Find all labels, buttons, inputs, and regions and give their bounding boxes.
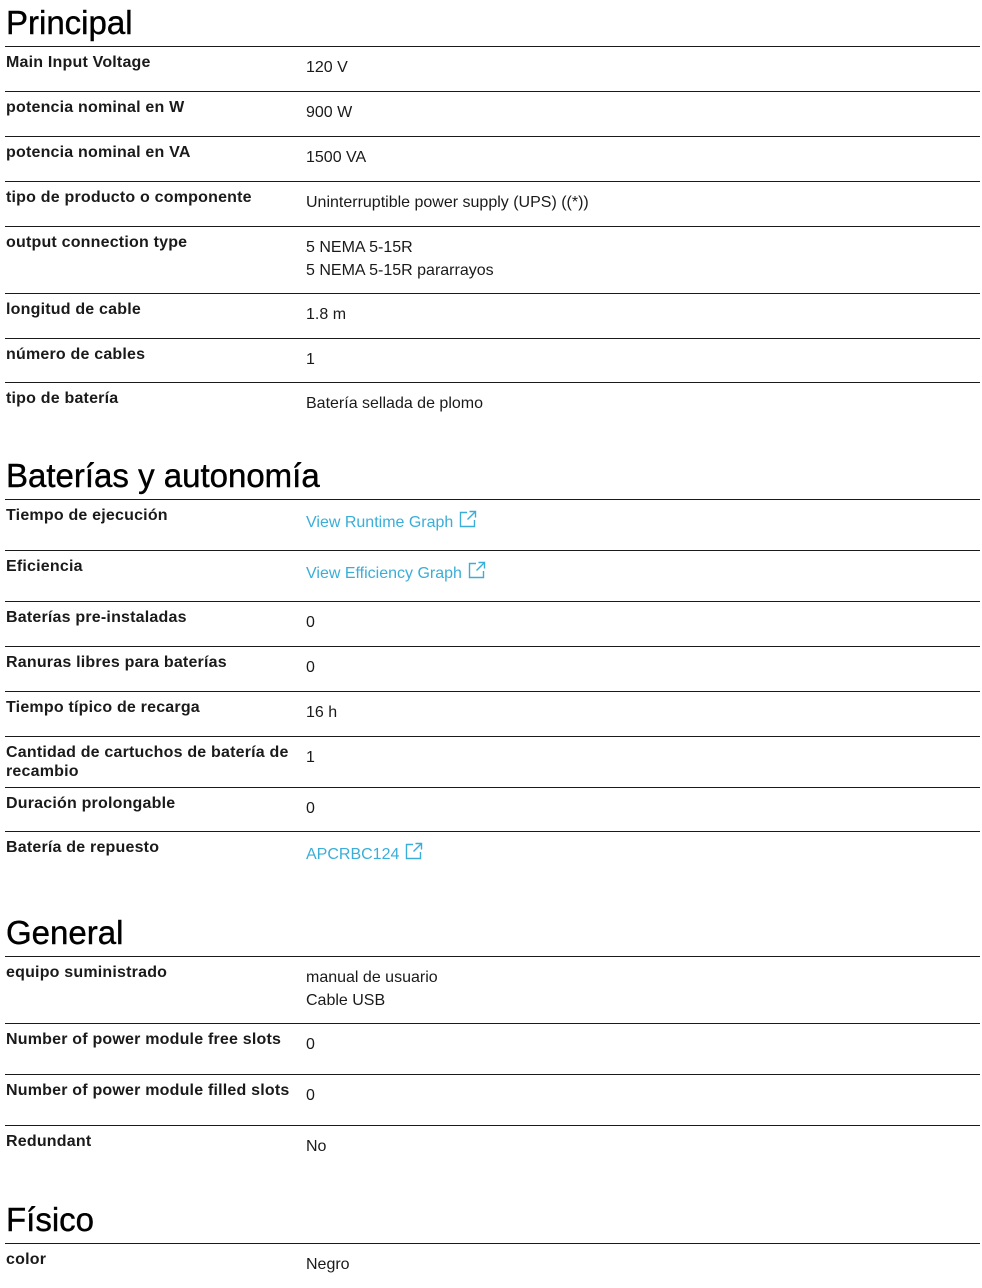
spec-label: Tiempo típico de recarga — [6, 699, 200, 716]
spec-row — [5, 499, 980, 550]
spec-value: 1 — [306, 351, 315, 368]
section-general — [0, 912, 980, 1169]
section-principal — [0, 2, 980, 426]
spec-row — [5, 1023, 980, 1074]
spec-value: manual de usuario — [306, 969, 438, 986]
spec-row — [5, 1125, 980, 1169]
section-title: Físico — [6, 1201, 95, 1238]
spec-label: Ranuras libres para baterías — [6, 654, 227, 671]
spec-label: Number of power module free slots — [6, 1031, 282, 1048]
spec-value: 1500 VA — [306, 149, 367, 166]
section-baterias — [0, 455, 980, 882]
spec-value: 1 — [306, 749, 315, 766]
spec-label: Eficiencia — [6, 558, 83, 575]
spec-label: Baterías pre-instaladas — [6, 609, 187, 626]
spec-value: 0 — [306, 800, 315, 817]
spec-label: tipo de batería — [6, 390, 119, 407]
external-link-icon — [459, 510, 477, 528]
spec-value: 1.8 m — [306, 306, 347, 323]
spec-row — [5, 136, 980, 181]
spec-label: Duración prolongable — [6, 795, 176, 812]
link-text[interactable]: View Runtime Graph — [306, 514, 454, 531]
external-link-icon — [468, 561, 486, 579]
spec-row — [5, 1074, 980, 1125]
spec-value: Batería sellada de plomo — [306, 395, 483, 412]
spec-label: potencia nominal en W — [6, 99, 185, 116]
spec-row — [5, 226, 980, 293]
spec-label: Number of power module filled slots — [6, 1082, 290, 1099]
spec-value: Negro — [306, 1256, 350, 1273]
replacement-battery-link[interactable] — [306, 842, 423, 866]
spec-label: tipo de producto o componente — [6, 189, 252, 206]
spec-value: 0 — [306, 1087, 315, 1104]
spec-value: 0 — [306, 659, 315, 676]
spec-label: Tiempo de ejecución — [6, 507, 168, 524]
spec-row — [5, 691, 980, 736]
section-fisico — [0, 1199, 980, 1287]
spec-label: longitud de cable — [6, 301, 141, 318]
spec-row — [5, 293, 980, 338]
spec-value: 0 — [306, 1036, 315, 1053]
section-title: Principal — [6, 4, 133, 41]
spec-label: potencia nominal en VA — [6, 144, 191, 161]
spec-label: output connection type — [6, 234, 188, 251]
spec-row — [5, 91, 980, 136]
spec-value: 5 NEMA 5-15R — [306, 239, 413, 256]
spec-label: Batería de repuesto — [6, 839, 160, 856]
spec-row — [5, 181, 980, 226]
spec-row — [5, 382, 980, 426]
spec-row — [5, 601, 980, 646]
spec-label: Redundant — [6, 1133, 92, 1150]
spec-value: 120 V — [306, 59, 348, 76]
spec-row — [5, 46, 980, 91]
link-text[interactable]: View Efficiency Graph — [306, 565, 462, 582]
spec-label: Cantidad de cartuchos de batería de recambio — [6, 744, 289, 780]
efficiency-graph-link[interactable] — [306, 561, 486, 585]
spec-row — [5, 1243, 980, 1287]
section-title: Baterías y autonomía — [6, 457, 320, 494]
spec-label: número de cables — [6, 346, 146, 363]
spec-value: Uninterruptible power supply (UPS) ((*)) — [306, 194, 589, 211]
spec-label: equipo suministrado — [6, 964, 168, 981]
spec-value: 0 — [306, 614, 315, 631]
spec-row — [5, 736, 980, 787]
spec-value: 900 W — [306, 104, 353, 121]
spec-row — [5, 646, 980, 691]
link-text[interactable]: APCRBC124 — [306, 846, 400, 863]
spec-value: 5 NEMA 5-15R pararrayos — [306, 262, 494, 279]
spec-label: color — [6, 1251, 47, 1268]
spec-row — [5, 550, 980, 601]
spec-row — [5, 831, 980, 882]
spec-row — [5, 338, 980, 382]
section-title: General — [6, 914, 124, 951]
external-link-icon — [405, 842, 423, 860]
spec-row — [5, 956, 980, 1023]
spec-value: Cable USB — [306, 992, 386, 1009]
spec-value: 16 h — [306, 704, 338, 721]
spec-value: No — [306, 1138, 327, 1155]
spec-label: Main Input Voltage — [6, 54, 151, 71]
runtime-graph-link[interactable] — [306, 510, 477, 534]
spec-row — [5, 787, 980, 831]
